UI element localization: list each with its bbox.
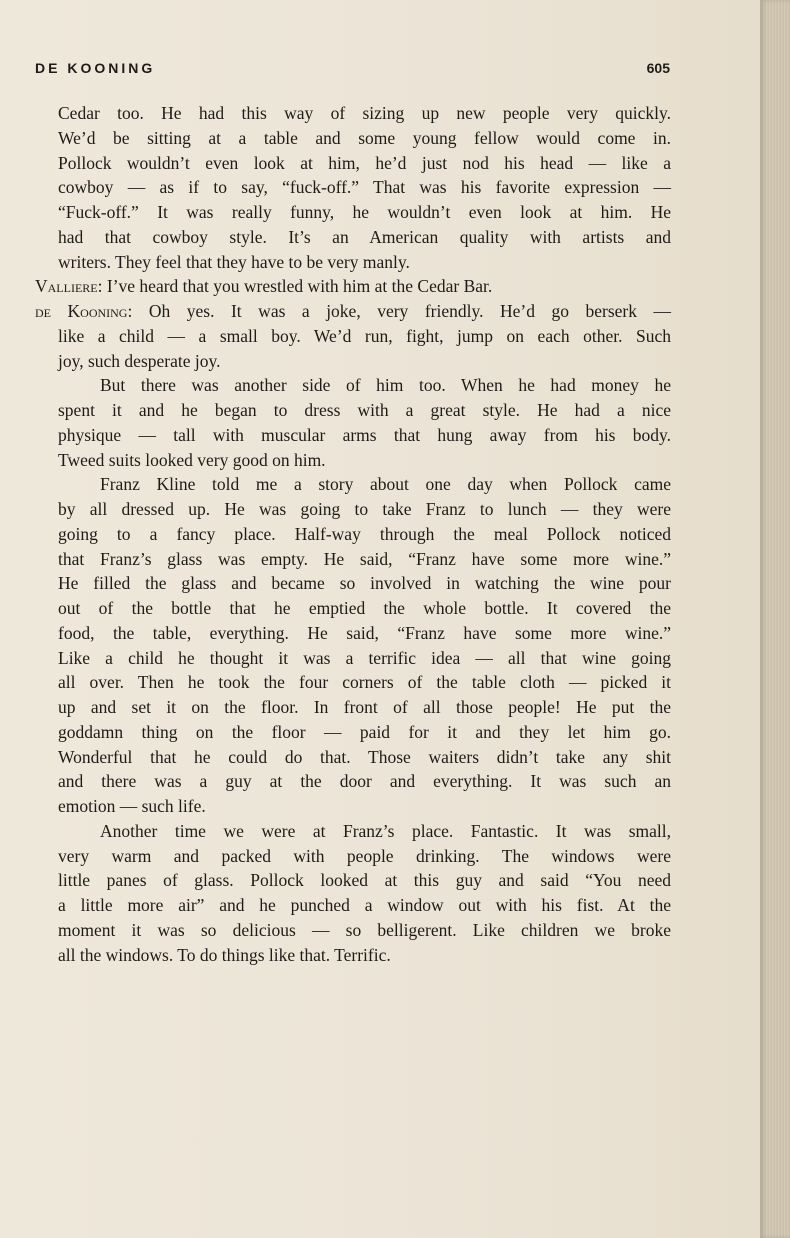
text-line: had that cowboy style. It’s an American quality with artists and xyxy=(58,226,671,247)
text-line: Pollock wouldn’t even look at him, he’d just nod his head — like a xyxy=(58,152,671,173)
text-line: joy, such desperate joy. xyxy=(58,350,221,371)
text-line: spent it and he began to dress with a great style. He had a nice xyxy=(58,400,671,420)
text-line: a little more air” and he punched a window out with his fist. At the xyxy=(58,895,671,915)
text-line: But there was another side of him too. When he had money he xyxy=(100,375,671,396)
text-line: all the windows. To do things like that. Terrific. xyxy=(58,944,391,965)
page-edge xyxy=(760,0,790,1238)
speaker-name: Valliere: xyxy=(35,276,103,297)
running-head xyxy=(35,60,670,82)
text-line: “Fuck-off.” It was really funny, he wouldn’t even look at him. He xyxy=(58,202,671,222)
text-line: little panes of glass. Pollock looked at this guy and said “You need xyxy=(58,870,671,891)
text-line: Tweed suits looked very good on him. xyxy=(58,449,326,470)
text-line: all over. Then he took the four corners of the table cloth — picked it xyxy=(58,672,671,693)
dialogue-line xyxy=(35,299,671,324)
text-line: out of the bottle that he emptied the whole bottle. It covered the xyxy=(58,598,671,618)
text-line: Like a child he thought it was a terrific idea — all that wine going xyxy=(58,647,671,668)
text-line: Wonderful that he could do that. Those waiters didn’t take any shit xyxy=(58,746,671,767)
text-line: very warm and packed with people drinking. The windows were xyxy=(58,845,671,866)
dialogue-text: Oh yes. It was a joke, very friendly. He’d go berserk — xyxy=(132,301,671,321)
dialogue-text: I’ve heard that you wrestled with him at the Cedar Bar. xyxy=(102,276,493,297)
text-line: by all dressed up. He was going to take Franz to lunch — they were xyxy=(58,499,671,519)
speaker-name: de Kooning: xyxy=(35,301,133,321)
text-line: and there was a guy at the door and everything. It was such an xyxy=(58,771,671,792)
text-line: goddamn thing on the floor — paid for it and they let him go. xyxy=(58,721,671,742)
text-line: writers. They feel that they have to be very manly. xyxy=(58,251,410,272)
text-line: that Franz’s glass was empty. He said, “Franz have some more wine.” xyxy=(58,548,671,569)
text-line: up and set it on the floor. In front of all those people! He put the xyxy=(58,697,671,717)
text-line: We’d be sitting at a table and some young fellow would come in. xyxy=(58,127,671,148)
body-text xyxy=(35,101,671,967)
dialogue-line xyxy=(35,274,671,299)
text-line: like a child — a small boy. We’d run, fight, jump on each other. Such xyxy=(58,325,671,346)
running-title: DE KOONING xyxy=(35,60,156,76)
text-line: He filled the glass and became so involved in watching the wine pour xyxy=(58,573,671,594)
text-line: physique — tall with muscular arms that hung away from his body. xyxy=(58,424,671,445)
text-line: moment it was so delicious — so belligerent. Like children we broke xyxy=(58,919,671,940)
text-line: going to a fancy place. Half-way through the meal Pollock noticed xyxy=(58,523,671,544)
text-line: food, the table, everything. He said, “Franz have some more wine.” xyxy=(58,622,671,643)
text-line: cowboy — as if to say, “fuck-off.” That was his favorite expression — xyxy=(58,177,671,198)
text-line: emotion — such life. xyxy=(58,796,206,816)
page-number: 605 xyxy=(646,60,670,76)
text-line: Another time we were at Franz’s place. Fantastic. It was small, xyxy=(100,820,671,841)
text-line: Cedar too. He had this way of sizing up new people very quickly. xyxy=(58,103,671,123)
text-line: Franz Kline told me a story about one day when Pollock came xyxy=(100,474,671,495)
